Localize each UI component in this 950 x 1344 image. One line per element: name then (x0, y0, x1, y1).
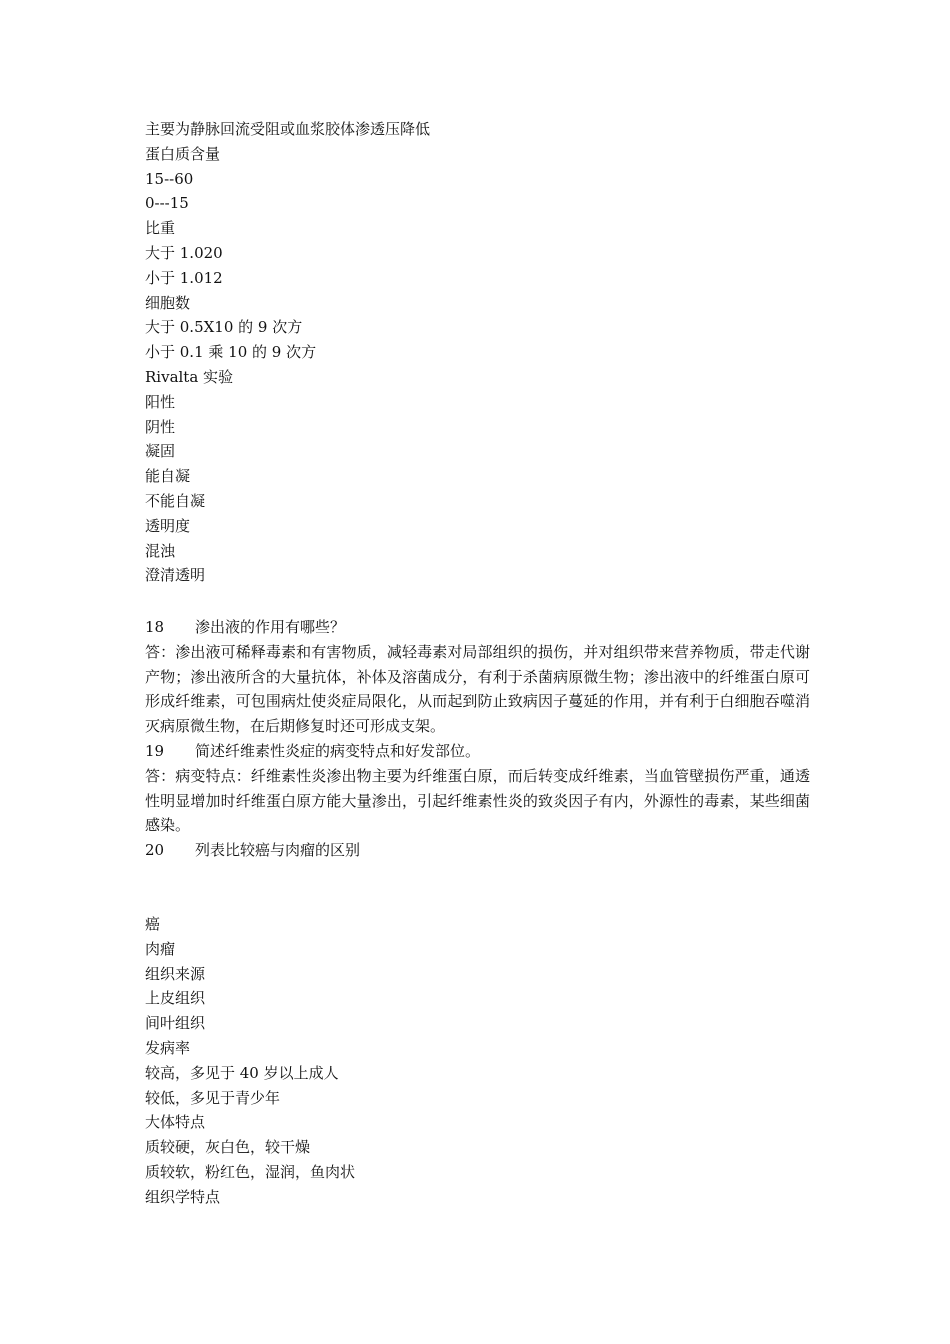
table-cell: 较低，多见于青少年 (145, 1088, 281, 1107)
table-cell: 肉瘤 (145, 939, 176, 958)
table-cell: 细胞数 (145, 293, 191, 312)
table-cell: 0---15 (145, 194, 189, 213)
question-number: 18 (145, 618, 165, 636)
question-number: 19 (145, 741, 165, 760)
table-cell: 组织来源 (145, 964, 206, 983)
table-cell: 组织学特点 (145, 1187, 221, 1206)
table-cell: 质较软，粉红色，湿润，鱼肉状 (145, 1162, 356, 1181)
answer-19: 答：病变特点：纤维素性炎渗出物主要为纤维蛋白原，而后转变成纤维素，当血管壁损伤严重，通透性明显增加时纤维蛋白原方能大量渗出，引起纤维素性炎的致炎因子有内，外源性的毒素，某些细菌感染。 (145, 766, 810, 835)
comparison-table-carcinoma-sarcoma (145, 912, 810, 1210)
question-20 (145, 838, 810, 863)
table-cell: 癌 (145, 915, 161, 933)
question-text: 简述纤维素性炎症的病变特点和好发部位。 (195, 741, 481, 760)
table-cell: 阴性 (145, 417, 176, 436)
table-cell: 主要为静脉回流受阻或血浆胶体渗透压降低 (145, 120, 431, 138)
table-cell: 较高，多见于 40 岁以上成人 (145, 1063, 339, 1082)
table-cell: 质较硬，灰白色，较干燥 (145, 1138, 311, 1157)
table-cell: 透明度 (145, 516, 191, 535)
table-cell: 不能自凝 (145, 491, 206, 510)
table-cell: 小于 1.012 (145, 268, 223, 287)
question-19 (145, 739, 810, 764)
answer-18: 答：渗出液可稀释毒素和有害物质，减轻毒素对局部组织的损伤，并对组织带来营养物质，带走代谢产物；渗出液所含的大量抗体，补体及溶菌成分，有利于杀菌病原微生物；渗出液中的纤维蛋白原可形成纤维素，可包围病灶使炎症局限化，从而起到防止致病因子蔓延的作用，并有利于白细胞吞噬消灭病原微生物，在后期修复时还可形成支架。 (145, 642, 810, 736)
table-cell: 大体特点 (145, 1113, 206, 1132)
table-cell: 比重 (145, 219, 176, 238)
table-cell: 混浊 (145, 541, 176, 560)
table-cell: 凝固 (145, 442, 176, 461)
table-cell: 小于 0.1 乘 10 的 9 次方 (145, 343, 317, 362)
questions-section (145, 615, 810, 863)
table-cell: 蛋白质含量 (145, 144, 221, 163)
table-cell: 15--60 (145, 169, 194, 188)
question-number: 20 (145, 841, 165, 860)
table-cell: 大于 0.5X10 的 9 次方 (145, 318, 303, 337)
table-cell: 发病率 (145, 1038, 191, 1057)
table-cell: 大于 1.020 (145, 243, 223, 262)
table-cell: 上皮组织 (145, 989, 206, 1008)
question-text: 渗出液的作用有哪些？ (195, 618, 346, 636)
table-cell: 阳性 (145, 392, 176, 411)
table-cell: 间叶组织 (145, 1014, 206, 1033)
question-text: 列表比较癌与肉瘤的区别 (195, 841, 361, 860)
comparison-table-exudate (145, 117, 810, 588)
table-cell: 能自凝 (145, 467, 191, 486)
table-cell: Rivalta 实验 (145, 367, 234, 386)
table-cell: 澄清透明 (145, 566, 206, 585)
question-18 (145, 615, 810, 640)
